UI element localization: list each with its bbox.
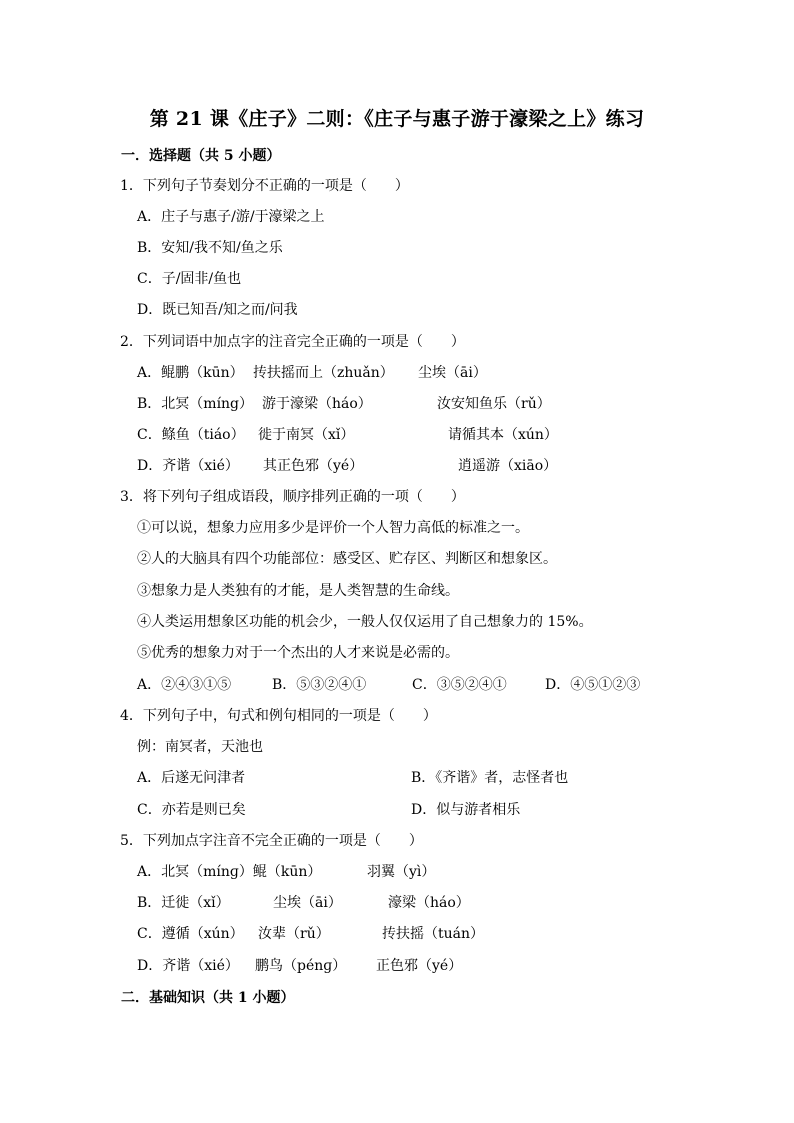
question-5-option-a-col2: 羽翼（yì） xyxy=(367,864,436,880)
question-5-option-b-col1: B．迁徙（xǐ） xyxy=(137,895,230,911)
question-2-option-b-col3: 汝安知鱼乐（rǔ） xyxy=(437,396,551,412)
question-4-option-c: C．亦若是则已矣 xyxy=(137,802,246,818)
question-3-sentence-2: ②人的大脑具有四个功能部位：感受区、贮存区、判断区和想象区。 xyxy=(137,551,557,567)
question-5-option-d-col1: D．齐谐（xié） xyxy=(137,958,239,974)
question-1-option-c: C．子/固非/鱼也 xyxy=(137,271,242,287)
question-3-stem: 3．将下列句子组成语段，顺序排列正确的一项（ ） xyxy=(120,489,465,505)
question-5-option-b-col2: 尘埃（āi） xyxy=(273,895,342,911)
question-2-option-c-col1: C．鲦鱼（tiáo） xyxy=(137,427,245,443)
question-2-option-a-col1: A．鲲鹏（kūn） xyxy=(137,365,244,381)
question-3-sentence-1: ①可以说，想象力应用多少是评价一个人智力高低的标准之一。 xyxy=(137,520,529,536)
question-4-stem: 4．下列句子中，句式和例句相同的一项是（ ） xyxy=(120,708,437,724)
question-3-option-a: A．②④③①⑤ xyxy=(137,677,232,693)
question-4-option-b: B．《齐谐》者，志怪者也 xyxy=(411,770,569,786)
question-5-option-c-col3: 抟扶摇（tuán） xyxy=(382,926,485,942)
question-5-stem: 5．下列加点字注音不完全正确的一项是（ ） xyxy=(120,833,423,849)
question-4-option-d: D．似与游者相乐 xyxy=(411,802,521,818)
question-5-option-d-col3: 正色邪（yé） xyxy=(376,958,463,974)
question-2-option-b-col2: 游于濠梁（háo） xyxy=(262,396,372,412)
question-1-option-b: B．安知/我不知/鱼之乐 xyxy=(137,240,283,256)
question-3-sentence-5: ⑤优秀的想象力对于一个杰出的人才来说是必需的。 xyxy=(137,645,459,661)
question-2-option-d-col3: 逍遥游（xiāo） xyxy=(458,458,558,474)
question-3-option-b: B．⑤③②④① xyxy=(272,677,367,693)
page-title: 第 21 课《庄子》二则：《庄子与惠子游于濠梁之上》练习 xyxy=(149,108,645,130)
question-5-option-d-col2: 鹏鸟（pénɡ） xyxy=(255,958,347,974)
question-2-option-d-col1: D．齐谐（xié） xyxy=(137,458,239,474)
question-5-option-a-col1: A．北冥（mínɡ）鲲（kūn） xyxy=(137,864,322,880)
question-2-option-d-col2: 其正色邪（yé） xyxy=(263,458,364,474)
question-2-option-b-col1: B．北冥（míng） xyxy=(137,396,254,412)
question-5-option-b-col3: 濠梁（háo） xyxy=(388,895,470,911)
question-2-option-a-col3: 尘埃（āi） xyxy=(418,365,487,381)
section-heading-basics: 二．基础知识（共 1 小题） xyxy=(121,990,295,1006)
question-2-option-c-col3: 请循其本（xún） xyxy=(448,427,558,443)
question-5-option-c-col2: 汝辈（rǔ） xyxy=(258,926,330,942)
question-4-option-a: A．后遂无问津者 xyxy=(137,770,246,786)
question-5-option-c-col1: C．遵循（xún） xyxy=(137,926,244,942)
question-2-stem: 2．下列词语中加点字的注音完全正确的一项是（ ） xyxy=(120,334,465,350)
question-3-option-c: C．③⑤②④① xyxy=(412,677,507,693)
question-3-sentence-3: ③想象力是人类独有的才能，是人类智慧的生命线。 xyxy=(137,583,459,599)
question-1-option-d: D．既已知吾/知之而/问我 xyxy=(137,302,298,318)
section-heading-choice: 一．选择题（共 5 小题） xyxy=(121,148,281,164)
question-4-example: 例：南冥者，天池也 xyxy=(137,739,263,755)
question-3-option-d: D．④⑤①②③ xyxy=(545,677,641,693)
question-3-sentence-4: ④人类运用想象区功能的机会少，一般人仅仅运用了自己想象力的 15%。 xyxy=(137,614,593,630)
question-1-stem: 1．下列句子节奏划分不正确的一项是（ ） xyxy=(120,178,409,194)
question-1-option-a: A．庄子与惠子/游/于濠梁之上 xyxy=(137,209,325,225)
question-2-option-a-col2: 抟扶摇而上（zhuǎn） xyxy=(253,365,394,381)
question-2-option-c-col2: 徙于南冥（xǐ） xyxy=(258,427,355,443)
